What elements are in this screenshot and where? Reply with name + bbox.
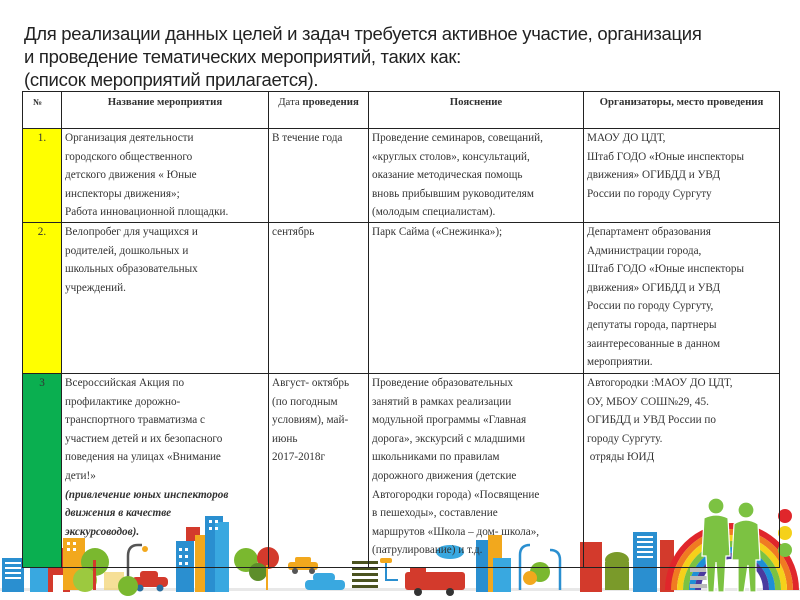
explanation-line: (молодым специалистам).	[372, 206, 496, 219]
organizers-line: движения» ОГИБДД и УВД	[587, 281, 721, 294]
event-date	[269, 129, 369, 223]
row-number: 2.	[23, 222, 62, 373]
event-date-line: (по погодным	[272, 395, 338, 408]
explanation-line: дорожного движения (детские	[372, 469, 517, 482]
organizers-line: депутаты города, партнеры	[587, 318, 717, 331]
table-row	[23, 222, 780, 373]
header-num: №	[23, 92, 62, 129]
organizers-line: заинтересованные в данном	[587, 337, 721, 350]
explanation-line: дорога», экскурсий с младшими	[372, 432, 526, 445]
row-number: 1.	[23, 129, 62, 223]
header-date-line-1: Дата	[278, 96, 300, 108]
event-name-line: инспекторы движения»;	[65, 187, 180, 200]
event-name-line: детского движения « Юные	[65, 169, 197, 182]
header-explanation: Пояснение	[369, 92, 584, 129]
event-name-line: городского общественного	[65, 150, 193, 163]
event-name-line: Организация деятельности	[65, 132, 194, 144]
event-date	[269, 222, 369, 373]
explanation-line: «круглых столов», консультаций,	[372, 150, 530, 163]
traffic-light-icon	[778, 509, 792, 557]
organizers-line: Штаб ГОДО «Юные инспекторы	[587, 150, 744, 163]
organizers-line: ОГИБДД и УВД России по	[587, 414, 716, 427]
organizers-line: Департамент образования	[587, 225, 711, 238]
header-date	[269, 92, 369, 129]
event-date-line: сентябрь	[272, 225, 315, 238]
truck-icon	[405, 567, 465, 596]
explanation-line: в пешеходы», составление	[372, 507, 498, 520]
event-name-line: учреждений.	[65, 281, 126, 294]
event-name	[62, 129, 269, 223]
organizers-line: Штаб ГОДО «Юные инспекторы	[587, 263, 744, 276]
event-name-line: Велопробег для учащихся и	[65, 225, 198, 238]
intro-line-2: и проведение тематических мероприятий, таких как:	[24, 46, 461, 67]
event-name-note-line: (привлечение юных инспекторов	[65, 488, 229, 501]
event-name-note-line: экскурсоводов).	[65, 525, 140, 538]
header-organizers	[584, 92, 780, 129]
organizers-line: городу Сургуту.	[587, 432, 663, 445]
building-left-1	[2, 558, 24, 592]
organizers-line: ОУ, МБОУ СОШ№29, 45.	[587, 395, 709, 408]
explanation-line: маршрутов «Школа – дом- школа»,	[372, 525, 540, 538]
event-explanation	[369, 373, 584, 567]
event-name-line: профилактике дорожно-	[65, 395, 181, 408]
explanation-line: модульной программы «Главная	[372, 414, 527, 427]
organizers-line: движения» ОГИБДД и УВД	[587, 169, 721, 182]
organizers-line: отряды ЮИД	[587, 451, 655, 464]
explanation-line: Проведение образовательных	[372, 376, 513, 389]
explanation-line: (патрулирование) и т.д.	[372, 544, 483, 557]
organizers-line: мероприятии.	[587, 356, 653, 369]
event-name-line: школьных образовательных	[65, 263, 198, 276]
table-header-row	[23, 92, 780, 129]
event-date	[269, 373, 369, 567]
event-name-line: Всероссийская Акция по	[65, 376, 185, 389]
table-row	[23, 373, 780, 567]
explanation-line: Парк Сайма («Снежинка»);	[372, 225, 503, 238]
table-row	[23, 129, 780, 223]
organizers-line: МАОУ ДО ЦДТ,	[587, 132, 666, 144]
event-organizers	[584, 222, 780, 373]
event-name-line: участием детей и их безопасного	[65, 432, 223, 445]
header-organizers-line-2: проведения	[706, 96, 764, 108]
organizers-line: России по городу Сургуту,	[587, 300, 714, 313]
explanation-line: Проведение семинаров, совещаний,	[372, 132, 543, 144]
organizers-line: России по городу Сургуту	[587, 187, 712, 200]
explanation-line: вновь прибывшим руководителям	[372, 187, 534, 200]
event-name-line: Работа инновационной площадки.	[65, 206, 229, 219]
event-explanation	[369, 222, 584, 373]
event-name	[62, 373, 269, 567]
header-name: Название мероприятия	[62, 92, 269, 129]
events-table	[22, 91, 780, 568]
row-number: 3	[23, 373, 62, 567]
explanation-line: Автогородки города) «Посвящение	[372, 488, 540, 501]
event-date-line: 2017-2018г	[272, 451, 326, 464]
event-name-line: транспортного травматизма с	[65, 414, 205, 427]
event-name-line: родителей, дошкольных и	[65, 244, 189, 257]
event-name-line: дети!»	[65, 469, 96, 482]
blue-car-icon	[305, 573, 345, 590]
event-organizers	[584, 129, 780, 223]
header-date-line-2: проведения	[302, 96, 359, 108]
intro-text	[24, 22, 794, 91]
event-name-note-line: движения в качестве	[65, 507, 172, 520]
intro-line-3: (список мероприятий прилагается).	[24, 69, 319, 90]
event-explanation	[369, 129, 584, 223]
event-date-line: Август- октябрь	[272, 376, 350, 389]
intro-line-1: Для реализации данных целей и задач требуется активное участие, организация	[24, 23, 702, 44]
explanation-line: оказание методическая помощь	[372, 169, 523, 182]
event-name-line: поведения на улицах «Внимание	[65, 451, 221, 464]
event-date-line: В течение года	[272, 132, 343, 144]
event-organizers	[584, 373, 780, 567]
event-date-line: условиям), май-	[272, 414, 349, 427]
event-date-line: июнь	[272, 432, 298, 445]
organizers-line: Автогородки :МАОУ ДО ЦДТ,	[587, 376, 733, 389]
header-organizers-line-1: Организаторы, место	[599, 96, 705, 108]
event-name	[62, 222, 269, 373]
explanation-line: школьниками по правилам	[372, 451, 500, 464]
organizers-line: Администрации города,	[587, 244, 702, 257]
explanation-line: занятий в рамках реализации	[372, 395, 512, 408]
